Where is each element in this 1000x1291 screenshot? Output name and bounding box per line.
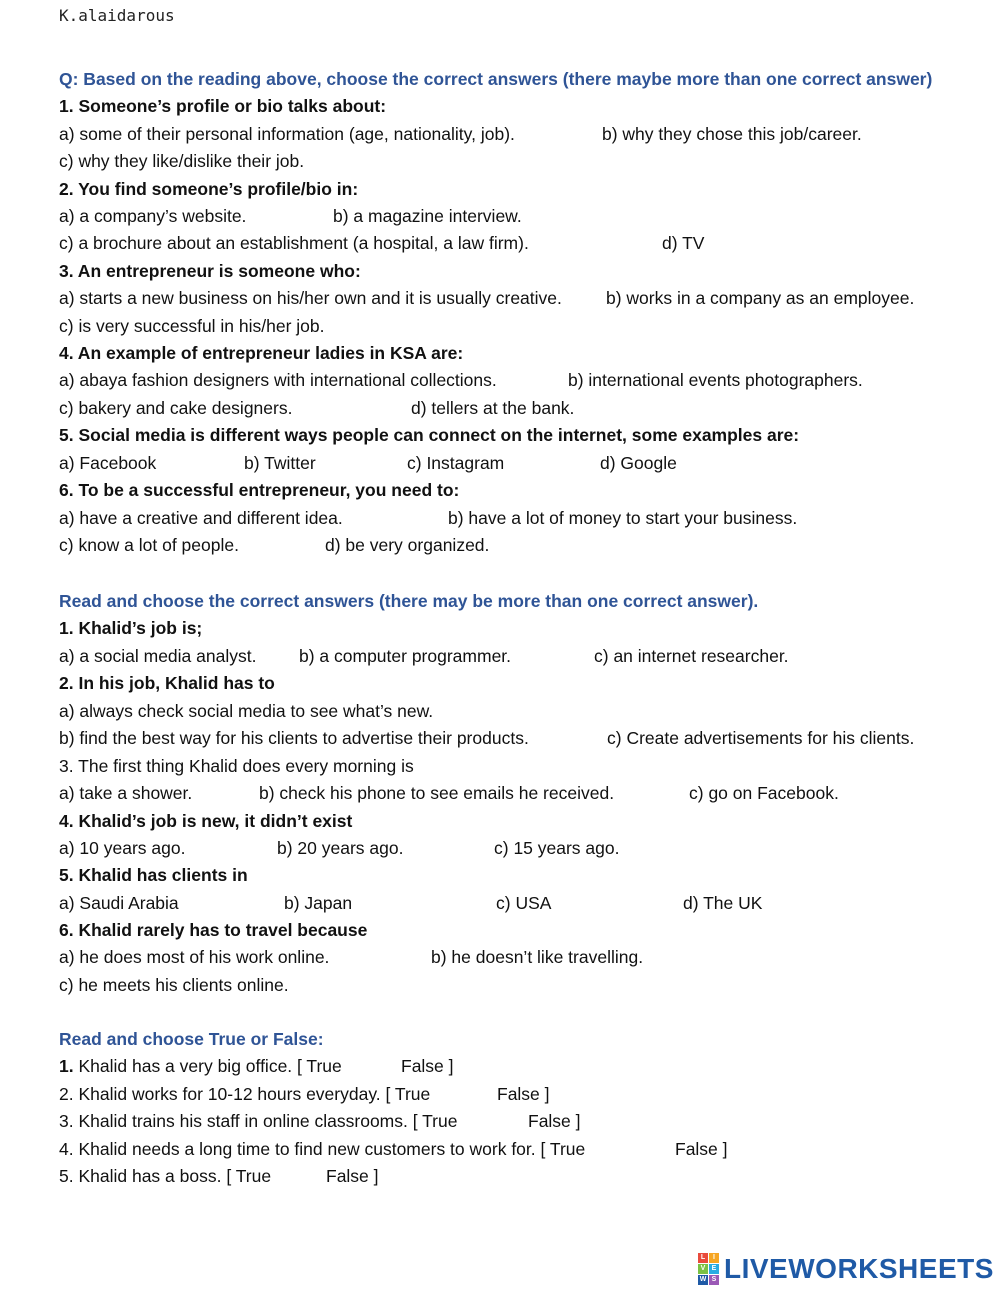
logo-cell-1: L (698, 1253, 708, 1263)
logo-cell-4: E (709, 1264, 719, 1274)
s2-q2-c[interactable]: c) Create advertisements for his clients. (607, 728, 915, 748)
tf-item-2-false[interactable]: False ] (497, 1084, 550, 1104)
logo-text: LIVEWORKSHEETS (724, 1253, 994, 1284)
s2-q4-b[interactable]: b) 20 years ago. (277, 838, 404, 858)
s2-q6: 6. Khalid rarely has to travel because (59, 920, 368, 940)
tf-item-3-text[interactable]: 3. Khalid trains his staff in online classrooms. [ True (59, 1111, 458, 1131)
tf-item-5-false[interactable]: False ] (326, 1166, 379, 1186)
s2-q5-a[interactable]: a) Saudi Arabia (59, 893, 179, 913)
tf-item-3-false[interactable]: False ] (528, 1111, 581, 1131)
s2-q5-b[interactable]: b) Japan (284, 893, 353, 913)
s2-q4-a[interactable]: a) 10 years ago. (59, 838, 186, 858)
logo-cell-3: V (698, 1264, 708, 1274)
s2-q2-a[interactable]: a) always check social media to see what’s new. (59, 701, 434, 721)
s1-q6-c[interactable]: c) know a lot of people. (59, 535, 239, 555)
s1-q4-c[interactable]: c) bakery and cake designers. (59, 398, 293, 418)
tf-item-2-text[interactable]: 2. Khalid works for 10-12 hours everyday. [ True (59, 1084, 431, 1104)
tf-item-4-false[interactable]: False ] (675, 1139, 728, 1159)
s1-q5-b[interactable]: b) Twitter (244, 453, 316, 473)
s2-q3-a[interactable]: a) take a shower. (59, 783, 193, 803)
s1-q3: 3. An entrepreneur is someone who: (59, 261, 361, 281)
s1-q3-b[interactable]: b) works in a company as an employee. (606, 288, 915, 308)
s1-q6: 6. To be a successful entrepreneur, you need to: (59, 480, 460, 500)
s2-q5-d[interactable]: d) The UK (683, 893, 763, 913)
section1-heading: Q: Based on the reading above, choose the correct answers (there maybe more than one correct answer) (59, 69, 933, 89)
s1-q6-a[interactable]: a) have a creative and different idea. (59, 508, 343, 528)
tf-item-1-false[interactable]: False ] (401, 1056, 454, 1076)
logo-cell-5: W (699, 1276, 707, 1283)
s2-q1-a[interactable]: a) a social media analyst. (59, 646, 257, 666)
s1-q5-a[interactable]: a) Facebook (59, 453, 157, 473)
tf-item-1-label[interactable]: Khalid has a very big office. [ True (73, 1056, 342, 1076)
s2-q6-a[interactable]: a) he does most of his work online. (59, 947, 330, 967)
liveworksheets-logo (698, 1251, 994, 1287)
s1-q4-a[interactable]: a) abaya fashion designers with international collections. (59, 370, 497, 390)
s2-q3: 3. The first thing Khalid does every morning is (59, 756, 414, 776)
s1-q1-c[interactable]: c) why they like/dislike their job. (59, 151, 305, 171)
s2-q1-c[interactable]: c) an internet researcher. (594, 646, 789, 666)
s1-q1-b[interactable]: b) why they chose this job/career. (602, 124, 862, 144)
tf-item-5-text[interactable]: 5. Khalid has a boss. [ True (59, 1166, 272, 1186)
s1-q5-d[interactable]: d) Google (600, 453, 677, 473)
s1-q3-a[interactable]: a) starts a new business on his/her own and it is usually creative. (59, 288, 562, 308)
s1-q6-b[interactable]: b) have a lot of money to start your business. (448, 508, 798, 528)
tf-item-1-num: 1. (59, 1056, 74, 1076)
s2-q4-c[interactable]: c) 15 years ago. (494, 838, 620, 858)
s1-q1: 1. Someone’s profile or bio talks about: (59, 96, 387, 116)
s1-q2-b[interactable]: b) a magazine interview. (333, 206, 522, 226)
s2-q2-b[interactable]: b) find the best way for his clients to advertise their products. (59, 728, 529, 748)
s2-q6-c[interactable]: c) he meets his clients online. (59, 975, 289, 995)
s1-q2-d[interactable]: d) TV (662, 233, 705, 253)
s1-q1-a[interactable]: a) some of their personal information (age, nationality, job). (59, 124, 515, 144)
s1-q3-c[interactable]: c) is very successful in his/her job. (59, 316, 325, 336)
s2-q5: 5. Khalid has clients in (59, 865, 248, 885)
s1-q4-b[interactable]: b) international events photographers. (568, 370, 863, 390)
tf-item-4-text[interactable]: 4. Khalid needs a long time to find new customers to work for. [ True (59, 1139, 586, 1159)
logo-cell-2: I (709, 1253, 719, 1263)
s1-q4-d[interactable]: d) tellers at the bank. (411, 398, 575, 418)
logo-mark-icon (698, 1253, 719, 1285)
s2-q2: 2. In his job, Khalid has to (59, 673, 275, 693)
logo-cell-6: S (709, 1275, 719, 1285)
s1-q4: 4. An example of entrepreneur ladies in KSA are: (59, 343, 464, 363)
s1-q5-c[interactable]: c) Instagram (407, 453, 505, 473)
s2-q4: 4. Khalid’s job is new, it didn’t exist (59, 811, 353, 831)
s2-q5-c[interactable]: c) USA (496, 893, 552, 913)
section3-heading: Read and choose True or False: (59, 1029, 324, 1049)
section2-heading: Read and choose the correct answers (there may be more than one correct answer). (59, 591, 759, 611)
s1-q2: 2. You find someone’s profile/bio in: (59, 179, 359, 199)
s2-q3-c[interactable]: c) go on Facebook. (689, 783, 839, 803)
tf-item-1-text (59, 1053, 342, 1080)
s1-q2-a[interactable]: a) a company’s website. (59, 206, 247, 226)
s1-q6-d[interactable]: d) be very organized. (325, 535, 490, 555)
s2-q3-b[interactable]: b) check his phone to see emails he received. (259, 783, 615, 803)
s2-q1-b[interactable]: b) a computer programmer. (299, 646, 512, 666)
s2-q1: 1. Khalid’s job is; (59, 618, 203, 638)
s1-q5: 5. Social media is different ways people can connect on the internet, some examples are: (59, 425, 800, 445)
s2-q6-b[interactable]: b) he doesn’t like travelling. (431, 947, 644, 967)
s1-q2-c[interactable]: c) a brochure about an establishment (a hospital, a law firm). (59, 233, 529, 253)
author-name: K.alaidarous (59, 6, 175, 25)
